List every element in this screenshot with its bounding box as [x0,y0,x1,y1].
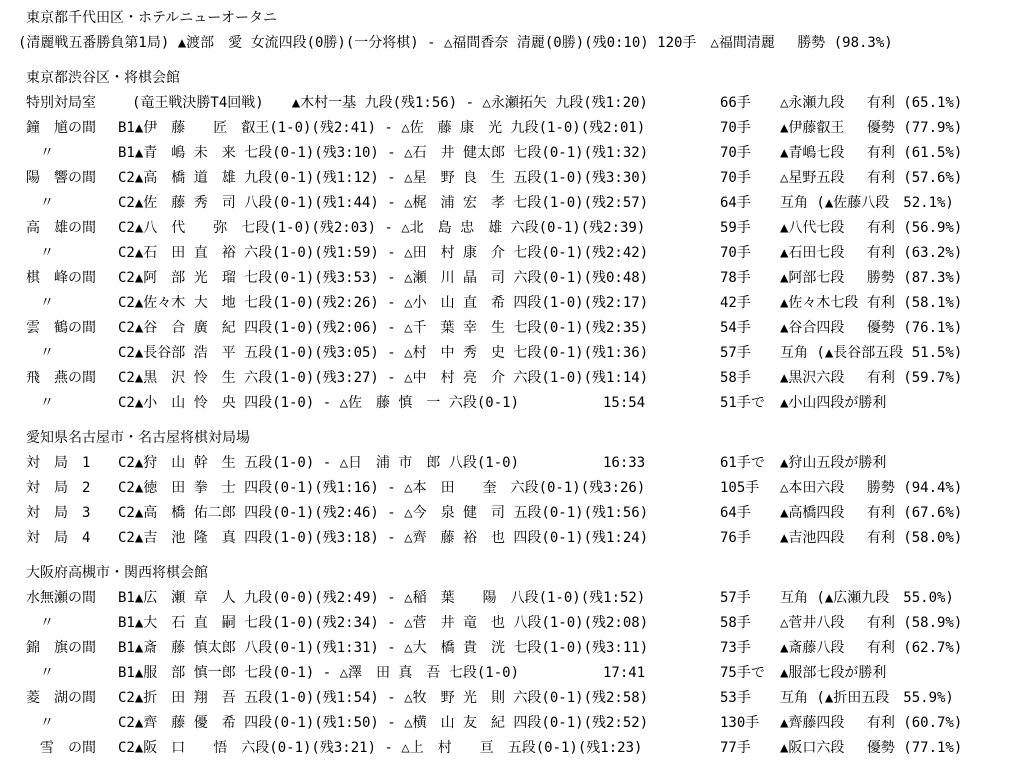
move-count: 78手 [720,270,751,286]
game-row [26,343,1016,363]
match-info: C2▲折 田 翔 吾 五段(1-0)(残1:54) - △牧 野 光 則 六段(0-1)(残2:58) [118,690,649,706]
room-name: 〃 [26,295,54,311]
room-name: 〃 [26,145,54,161]
venue-heading: 東京都渋谷区・将棋会館 [26,70,180,86]
room-name: 水無瀬の間 [26,590,96,606]
move-count: 75手で [720,665,765,681]
move-count: 76手 [720,530,751,546]
match-info: C2▲石 田 直 裕 六段(1-0)(残1:59) - △田 村 康 介 七段(0-1)(残2:42) [118,245,649,261]
room-name: 錦 旗の間 [26,640,96,656]
move-count: 61手で [720,455,765,471]
game-row [26,638,1016,658]
game-status: 互角 (▲広瀬九段 55.0%) [780,590,954,606]
game-row [26,663,1016,683]
game-status: ▲石田七段 有利 (63.2%) [780,245,963,261]
game-status: ▲斎藤八段 有利 (62.7%) [780,640,963,656]
game-status: ▲伊藤叡王 優勢 (77.9%) [780,120,963,136]
match-info: C2▲長谷部 浩 平 五段(1-0)(残3:05) - △村 中 秀 史 七段(0-1)(残1:36) [118,345,649,361]
room-name: 対 局 1 [26,455,91,471]
room-name: 〃 [26,345,54,361]
game-status: 互角 (▲長谷部五段 51.5%) [780,345,963,361]
match-info: B1▲広 瀬 章 人 九段(0-0)(残2:49) - △稲 葉 陽 八段(1-0)(残1:52) [118,590,646,606]
move-count: 70手 [720,170,751,186]
game-status: ▲狩山五段が勝利 [780,455,887,471]
venue-heading: 東京都千代田区・ホテルニューオータニ [26,10,278,26]
move-count: 42手 [720,295,751,311]
game-row [26,503,1016,523]
match-info: C2▲谷 合 廣 紀 四段(1-0)(残2:06) - △千 葉 幸 生 七段(0-1)(残2:35) [118,320,649,336]
move-count: 66手 [720,95,751,111]
room-name: 雲 鶴の間 [26,320,96,336]
game-status: ▲服部七段が勝利 [780,665,887,681]
move-count: 57手 [720,345,751,361]
match-info: C2▲高 橋 道 雄 九段(0-1)(残1:12) - △星 野 良 生 五段(1-0)(残3:30) [118,170,649,186]
game-status: △永瀬九段 有利 (65.1%) [780,95,963,111]
room-name: 〃 [26,715,54,731]
room-name: 鐘 馗の間 [26,120,96,136]
move-count: 70手 [720,120,751,136]
move-count: 58手 [720,615,751,631]
match-info: B1▲青 嶋 未 来 七段(0-1)(残3:10) - △石 井 健太郎 七段(0-1)(残1:32) [118,145,649,161]
room-name: 雪 の間 [26,740,96,756]
match-info: (竜王戦決勝T4回戦) ▲木村一基 九段(残1:56) - △永瀬拓矢 九段(残1:20) [118,95,648,111]
room-name: 菱 湖の間 [26,690,96,706]
game-status: ▲小山四段が勝利 [780,395,887,411]
match-info: C2▲徳 田 拳 士 四段(0-1)(残1:16) - △本 田 奎 六段(0-1)(残3:26) [118,480,646,496]
match-info: C2▲佐々木 大 地 七段(1-0)(残2:26) - △小 山 直 希 四段(1-0)(残2:17) [118,295,649,311]
game-status: △本田六段 勝勢 (94.4%) [780,480,963,496]
move-count: 64手 [720,195,751,211]
game-row [26,143,1016,163]
game-status: ▲吉池四段 有利 (58.0%) [780,530,963,546]
room-name: 陽 響の間 [26,170,96,186]
match-info: C2▲阿 部 光 瑠 七段(0-1)(残3:53) - △瀬 川 晶 司 六段(0-1)(残0:48) [118,270,649,286]
room-name: 〃 [26,245,54,261]
game-status: ▲佐々木七段 有利 (58.1%) [780,295,963,311]
game-row [26,528,1016,548]
game-status: ▲高橋四段 有利 (67.6%) [780,505,963,521]
game-status: ▲青嶋七段 有利 (61.5%) [780,145,963,161]
match-info: B1▲服 部 慎一郎 七段(0-1) - △澤 田 真 吾 七段(1-0) 17:41 [118,665,646,681]
room-name: 〃 [26,395,54,411]
game-row [26,193,1016,213]
move-count: 54手 [720,320,751,336]
game-row [26,218,1016,238]
room-name: 対 局 4 [26,530,91,546]
move-count: 105手 [720,480,760,496]
game-status: △星野五段 有利 (57.6%) [780,170,963,186]
move-count: 70手 [720,245,751,261]
room-name: 特別対局室 [26,95,96,111]
game-status: 互角 (▲折田五段 55.9%) [780,690,954,706]
match-info: B1▲大 石 直 嗣 七段(1-0)(残2:34) - △菅 井 竜 也 八段(1-0)(残2:08) [118,615,649,631]
room-name: 〃 [26,615,54,631]
match-info: C2▲阪 口 悟 六段(0-1)(残3:21) - △上 村 亘 五段(0-1)(残1:23) [118,740,643,756]
match-info: C2▲黒 沢 怜 生 六段(1-0)(残3:27) - △中 村 亮 介 六段(1-0)(残1:14) [118,370,649,386]
game-row [26,268,1016,288]
game-row [26,478,1016,498]
game-status: ▲黒沢六段 有利 (59.7%) [780,370,963,386]
game-status: ▲齊藤四段 有利 (60.7%) [780,715,963,731]
move-count: 51手で [720,395,765,411]
match-info: C2▲佐 藤 秀 司 八段(0-1)(残1:44) - △梶 浦 宏 孝 七段(1-0)(残2:57) [118,195,649,211]
move-count: 77手 [720,740,751,756]
move-count: 130手 [720,715,760,731]
move-count: 70手 [720,145,751,161]
game-row [26,453,1016,473]
room-name: 対 局 3 [26,505,91,521]
title-match-summary: (清麗戦五番勝負第1局) ▲渡部 愛 女流四段(0勝)(一分将棋) - △福間香奈 清麗(0勝)(残0:10) 120手 △福間清麗 勝勢 (98.3%) [18,35,893,51]
game-status: △菅井八段 有利 (58.9%) [780,615,963,631]
venue-heading: 大阪府高槻市・関西将棋会館 [26,565,208,581]
match-info: C2▲齊 藤 優 希 四段(0-1)(残1:50) - △横 山 友 紀 四段(0-1)(残2:52) [118,715,649,731]
game-row [26,243,1016,263]
move-count: 57手 [720,590,751,606]
game-row [26,738,1016,758]
game-row [26,168,1016,188]
move-count: 73手 [720,640,751,656]
game-row [26,318,1016,338]
move-count: 53手 [720,690,751,706]
game-status: ▲八代七段 有利 (56.9%) [780,220,963,236]
room-name: 〃 [26,665,54,681]
game-row [26,713,1016,733]
match-info: B1▲伊 藤 匠 叡王(1-0)(残2:41) - △佐 藤 康 光 九段(1-0)(残2:01) [118,120,646,136]
game-status: ▲谷合四段 優勢 (76.1%) [780,320,963,336]
match-info: C2▲高 橋 佑二郎 四段(0-1)(残2:46) - △今 泉 健 司 五段(0-1)(残1:56) [118,505,649,521]
game-row [26,588,1016,608]
game-row [26,293,1016,313]
game-row [26,613,1016,633]
venue-heading: 愛知県名古屋市・名古屋将棋対局場 [26,430,250,446]
game-status: ▲阪口六段 優勢 (77.1%) [780,740,963,756]
room-name: 棋 峰の間 [26,270,96,286]
game-status: ▲阿部七段 勝勢 (87.3%) [780,270,963,286]
match-info: B1▲斎 藤 慎太郎 八段(0-1)(残1:31) - △大 橋 貴 洸 七段(1-0)(残3:11) [118,640,649,656]
game-row [26,393,1016,413]
game-status: 互角 (▲佐藤八段 52.1%) [780,195,954,211]
match-info: C2▲小 山 怜 央 四段(1-0) - △佐 藤 慎 一 六段(0-1) 15:54 [118,395,646,411]
match-info: C2▲八 代 弥 七段(1-0)(残2:03) - △北 島 忠 雄 六段(0-1)(残2:39) [118,220,646,236]
move-count: 58手 [720,370,751,386]
game-row [26,93,1016,113]
match-info: C2▲狩 山 幹 生 五段(1-0) - △日 浦 市 郎 八段(1-0) 16:33 [118,455,646,471]
room-name: 対 局 2 [26,480,91,496]
match-info: C2▲吉 池 隆 真 四段(1-0)(残3:18) - △齊 藤 裕 也 四段(0-1)(残1:24) [118,530,649,546]
room-name: 高 雄の間 [26,220,96,236]
game-row [26,368,1016,388]
game-row [26,118,1016,138]
room-name: 〃 [26,195,54,211]
move-count: 59手 [720,220,751,236]
room-name: 飛 燕の間 [26,370,96,386]
move-count: 64手 [720,505,751,521]
game-row [26,688,1016,708]
